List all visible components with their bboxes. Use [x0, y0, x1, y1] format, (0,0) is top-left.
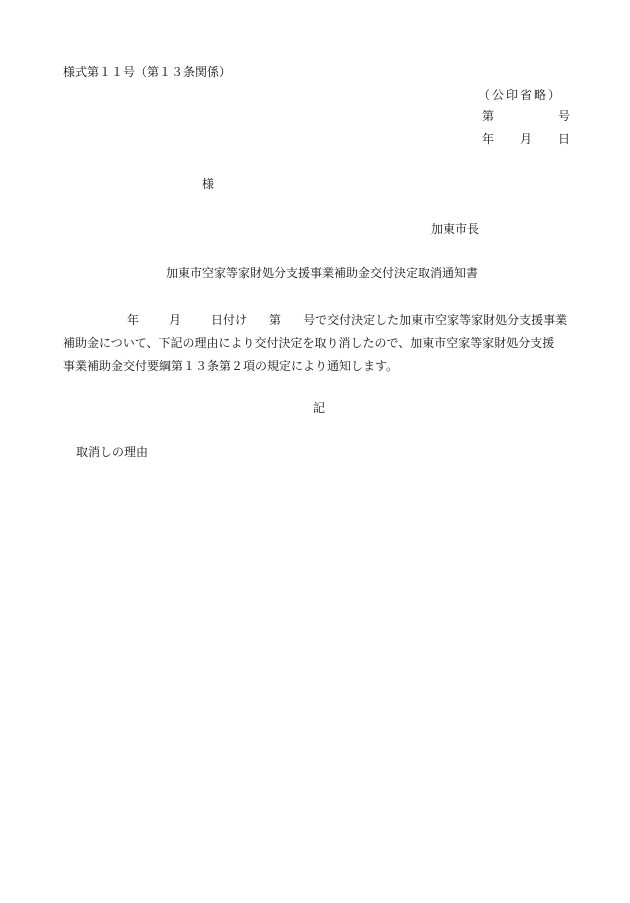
- form-number: 様式第１１号（第１３条関係）: [63, 65, 232, 79]
- date-year-label: 年: [482, 132, 495, 146]
- body-year-label: 年: [127, 313, 140, 327]
- seal-omitted-note: （公印省略）: [478, 88, 563, 102]
- body-line-2: 補助金について、下記の理由により交付決定を取り消したので、加東市空家等家財処分支援: [63, 336, 555, 350]
- document-title: 加東市空家等家財処分支援事業補助金交付決定取消通知書: [166, 266, 479, 280]
- document-number-label: 第: [482, 109, 495, 123]
- cancellation-reason-heading: 取消しの理由: [76, 445, 149, 459]
- record-heading: 記: [313, 401, 326, 415]
- date-day-label: 日: [558, 132, 571, 146]
- notice-body: [63, 309, 588, 378]
- body-month-label: 月: [169, 313, 182, 327]
- addressee-honorific: 様: [202, 177, 215, 191]
- body-day-label: 日付け: [211, 313, 248, 327]
- body-line-1: [63, 309, 588, 332]
- body-number-prefix: 第: [269, 313, 282, 327]
- issuer-name: 加東市長: [431, 222, 480, 236]
- document-number-suffix: 号: [558, 109, 571, 123]
- date-month-label: 月: [520, 132, 533, 146]
- body-line-1-tail: 号で交付決定した加東市空家等家財処分支援事業: [303, 313, 568, 327]
- body-line-3: 事業補助金交付要綱第１３条第２項の規定により通知します。: [63, 359, 399, 373]
